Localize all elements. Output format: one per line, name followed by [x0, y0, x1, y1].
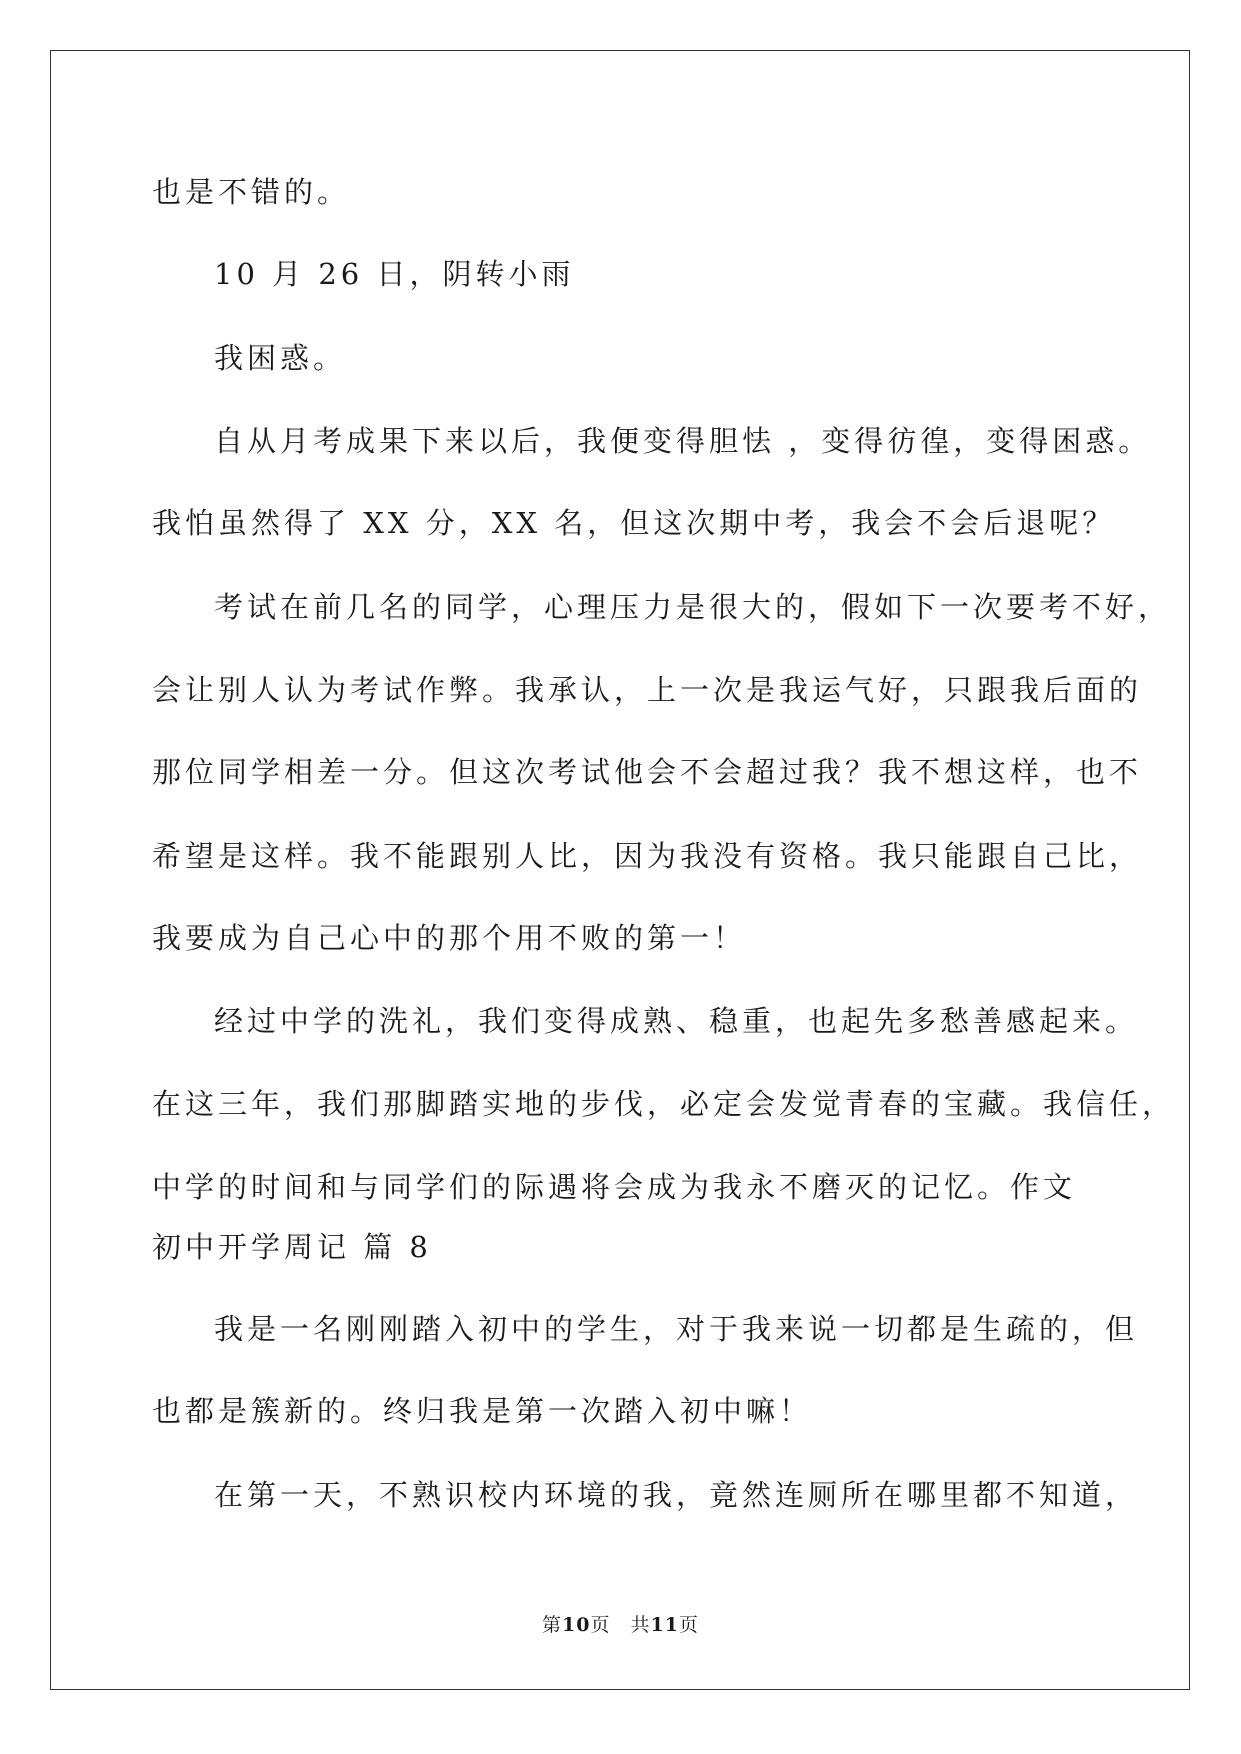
body-line: 会让别人认为考试作弊。我承认，上一次是我运气好，只跟我后面的: [152, 673, 1143, 707]
paragraph-line: 我困惑。: [214, 341, 347, 375]
total-page-number: 11: [650, 1614, 679, 1636]
current-page-number: 10: [562, 1614, 591, 1636]
body-line: 在这三年，我们那脚踏实地的步伐，必定会发觉青春的宝藏。我信任，: [152, 1087, 1176, 1121]
body-line: 也是不错的。: [152, 175, 351, 209]
paragraph-line: 考试在前几名的同学，心理压力是很大的，假如下一次要考不好，: [214, 590, 1172, 624]
body-line: 中学的时间和与同学们的际遇将会成为我永不磨灭的记忆。作文: [152, 1170, 1077, 1204]
diary-date: 10 月 26 日，阴转小雨: [214, 257, 575, 291]
paragraph-line: 我是一名刚刚踏入初中的学生，对于我来说一切都是生疏的，但: [214, 1312, 1139, 1346]
paragraph-line: 自从月考成果下来以后，我便变得胆怯 ，变得彷徨，变得困惑。: [214, 424, 1152, 458]
paragraph-line: 在第一天，不熟识校内环境的我，竟然连厕所在哪里都不知道，: [214, 1478, 1139, 1512]
body-line: 希望是这样。我不能跟别人比，因为我没有资格。我只能跟自己比，: [152, 839, 1143, 873]
paragraph-line: 经过中学的洗礼，我们变得成熟、稳重，也起先多愁善感起来。: [214, 1004, 1139, 1038]
section-heading: 初中开学周记 篇 8: [152, 1230, 432, 1264]
body-line: 那位同学相差一分。但这次考试他会不会超过我？我不想这样，也不: [152, 755, 1143, 789]
footer-mid: 页 共: [590, 1614, 651, 1636]
body-line: 我怕虽然得了 XX 分，XX 名，但这次期中考，我会不会后退呢？: [152, 506, 1116, 540]
page-number-footer: [0, 1612, 1241, 1638]
body-line: 也都是簇新的。终归我是第一次踏入初中嘛！: [152, 1394, 813, 1428]
footer-prefix: 第: [542, 1614, 563, 1636]
body-line: 我要成为自己心中的那个用不败的第一！: [152, 921, 747, 955]
footer-suffix: 页: [678, 1614, 699, 1636]
